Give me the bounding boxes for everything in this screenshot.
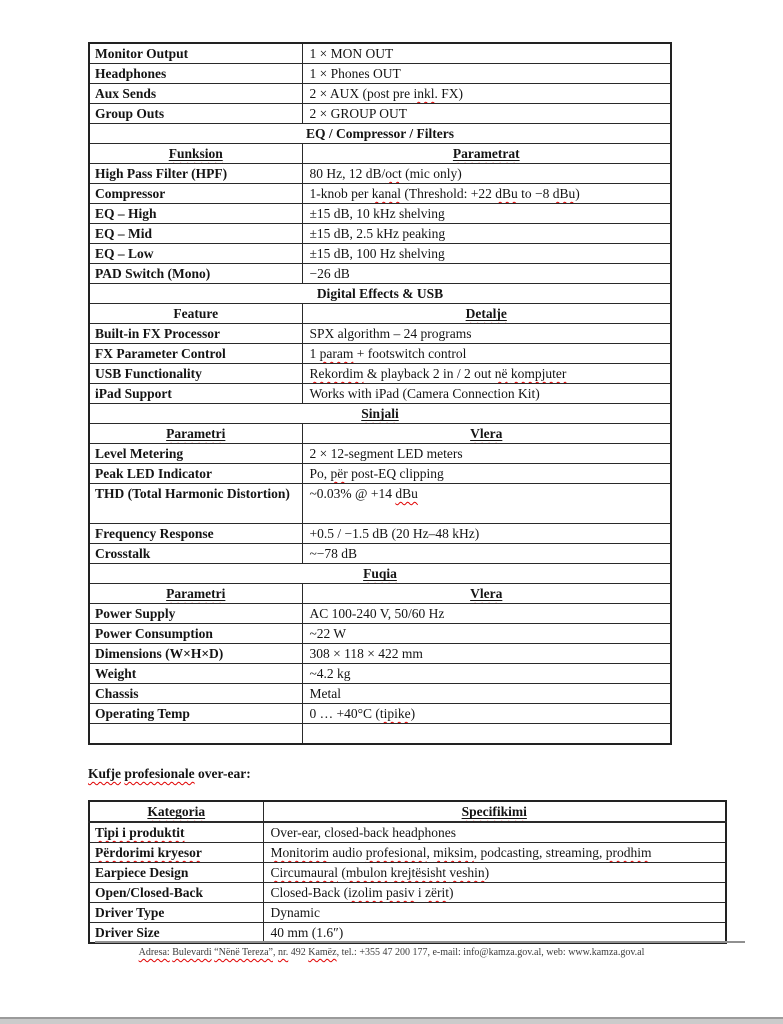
table-row bbox=[89, 464, 671, 484]
misspelled-word: Tipi i produktit bbox=[95, 825, 185, 840]
table-row bbox=[89, 84, 671, 104]
misspelled-word: profesionale bbox=[124, 766, 195, 781]
text-run: , bbox=[272, 947, 278, 958]
row-value bbox=[302, 164, 671, 184]
row-value: Dynamic bbox=[263, 903, 726, 923]
table-row bbox=[89, 822, 726, 843]
row-value bbox=[302, 484, 671, 524]
column-header-row bbox=[89, 801, 726, 822]
misspelled-word bbox=[470, 586, 502, 601]
row-label: iPad Support bbox=[89, 384, 302, 404]
table-row bbox=[89, 364, 671, 384]
misspelled-word: Parametrat bbox=[452, 146, 520, 161]
row-value: ±15 dB, 10 kHz shelving bbox=[302, 204, 671, 224]
footer-address bbox=[0, 946, 783, 959]
text-run: over-ear: bbox=[194, 766, 251, 781]
row-label: Headphones bbox=[89, 64, 302, 84]
table-row bbox=[89, 204, 671, 224]
row-label: Aux Sends bbox=[89, 84, 302, 104]
row-label: PAD Switch (Mono) bbox=[89, 264, 302, 284]
row-label: Power Supply bbox=[89, 604, 302, 624]
row-label: THD (Total Harmonic Distortion) bbox=[89, 484, 302, 524]
misspelled-word: mbulon bbox=[345, 865, 388, 880]
row-value bbox=[263, 843, 726, 863]
row-label: Driver Size bbox=[89, 923, 263, 944]
row-label: Level Metering bbox=[89, 444, 302, 464]
mixer-spec-table bbox=[88, 42, 672, 745]
misspelled-word bbox=[169, 146, 223, 161]
row-value: Over-ear, closed-back headphones bbox=[263, 822, 726, 843]
table-body bbox=[89, 801, 726, 943]
misspelled-word bbox=[453, 146, 520, 161]
row-label: EQ – High bbox=[89, 204, 302, 224]
misspelled-word: miksim bbox=[433, 845, 474, 860]
table-row bbox=[89, 664, 671, 684]
misspelled-word: Sinjali bbox=[361, 406, 399, 421]
table-row bbox=[89, 524, 671, 544]
section-header bbox=[89, 564, 671, 584]
row-value: ~−78 dB bbox=[302, 544, 671, 564]
column-header-label bbox=[89, 801, 263, 822]
table-row bbox=[89, 224, 671, 244]
table-row bbox=[89, 104, 671, 124]
column-header-row bbox=[89, 304, 671, 324]
text-run: , bbox=[426, 845, 434, 860]
text-run: Feature bbox=[173, 306, 219, 321]
misspelled-word: oct bbox=[385, 166, 402, 181]
misspelled-word: Funksion bbox=[168, 146, 223, 161]
misspelled-word: Specifikimi bbox=[461, 804, 527, 819]
row-value: −26 dB bbox=[302, 264, 671, 284]
section-row bbox=[89, 564, 671, 584]
misspelled-word: tipike bbox=[379, 706, 411, 721]
misspelled-word bbox=[147, 804, 205, 819]
row-value bbox=[302, 84, 671, 104]
row-value bbox=[302, 184, 671, 204]
misspelled-word bbox=[462, 804, 527, 819]
table-row bbox=[89, 384, 671, 404]
row-value bbox=[263, 883, 726, 903]
row-value: 1 × MON OUT bbox=[302, 43, 671, 64]
row-label: Operating Temp bbox=[89, 704, 302, 724]
misspelled-word bbox=[166, 426, 225, 441]
section-header: Digital Effects & USB bbox=[89, 284, 671, 304]
table-row bbox=[89, 164, 671, 184]
table-row bbox=[89, 444, 671, 464]
text-run: & playback 2 in / 2 out bbox=[363, 366, 495, 381]
row-label bbox=[89, 822, 263, 843]
table-row bbox=[89, 604, 671, 624]
text-run: ) bbox=[575, 186, 580, 201]
row-value bbox=[302, 364, 671, 384]
text-run: 2 × AUX (post pre bbox=[309, 86, 414, 101]
section-row bbox=[89, 284, 671, 304]
section-header bbox=[89, 404, 671, 424]
table-row bbox=[89, 624, 671, 644]
table-row bbox=[89, 863, 726, 883]
column-header-value bbox=[263, 801, 726, 822]
misspelled-word bbox=[361, 406, 399, 421]
table-row bbox=[89, 923, 726, 944]
column-header-value bbox=[302, 304, 671, 324]
text-run: post-EQ clipping bbox=[347, 466, 444, 481]
misspelled-word: “Nënë Tereza” bbox=[214, 947, 273, 958]
misspelled-word bbox=[466, 306, 507, 321]
text-run: ) bbox=[448, 885, 454, 900]
row-label bbox=[89, 843, 263, 863]
table-row bbox=[89, 883, 726, 903]
misspelled-word: kanal bbox=[371, 186, 401, 201]
row-value: 1 × Phones OUT bbox=[302, 64, 671, 84]
row-label: USB Functionality bbox=[89, 364, 302, 384]
column-header-row bbox=[89, 584, 671, 604]
row-label: Dimensions (W×H×D) bbox=[89, 644, 302, 664]
misspelled-word: Kufje bbox=[88, 766, 121, 781]
text-run: 1 bbox=[309, 346, 320, 361]
headphones-section-heading bbox=[88, 766, 251, 782]
page-bottom-edge bbox=[0, 1017, 783, 1024]
table-row bbox=[89, 484, 671, 524]
row-label: Compressor bbox=[89, 184, 302, 204]
empty-cell bbox=[89, 724, 302, 744]
text-run: Po, bbox=[309, 466, 331, 481]
row-label: EQ – Mid bbox=[89, 224, 302, 244]
row-label: High Pass Filter (HPF) bbox=[89, 164, 302, 184]
misspelled-word: nr. bbox=[277, 947, 289, 958]
table-row bbox=[89, 244, 671, 264]
misspelled-word: dBu bbox=[395, 486, 418, 501]
text-run: audio bbox=[329, 845, 366, 860]
column-header-row bbox=[89, 424, 671, 444]
row-label: Built-in FX Processor bbox=[89, 324, 302, 344]
row-label: Group Outs bbox=[89, 104, 302, 124]
text-run: ) bbox=[484, 865, 490, 880]
row-value: 2 × 12-segment LED meters bbox=[302, 444, 671, 464]
table-row bbox=[89, 64, 671, 84]
misspelled-word: Parametri bbox=[166, 426, 226, 441]
row-label: Open/Closed-Back bbox=[89, 883, 263, 903]
text-run: , podcasting, streaming, bbox=[473, 845, 606, 860]
misspelled-word: krejtësisht bbox=[390, 865, 446, 880]
table-row bbox=[89, 184, 671, 204]
misspelled-word: Kamëz bbox=[308, 947, 337, 958]
text-run: ) bbox=[410, 706, 416, 721]
row-value: ±15 dB, 2.5 kHz peaking bbox=[302, 224, 671, 244]
misspelled-word: Rekordim bbox=[309, 366, 364, 381]
table-row bbox=[89, 544, 671, 564]
table-row bbox=[89, 43, 671, 64]
misspelled-word: dBu bbox=[552, 186, 576, 201]
misspelled-word: veshin bbox=[449, 865, 485, 880]
row-value: AC 100-240 V, 50/60 Hz bbox=[302, 604, 671, 624]
misspelled-word: Vlera bbox=[470, 426, 503, 441]
row-value: ~4.2 kg bbox=[302, 664, 671, 684]
table-row bbox=[89, 264, 671, 284]
misspelled-word: Fuqia bbox=[363, 566, 397, 581]
misspelled-word bbox=[363, 566, 397, 581]
row-value: 40 mm (1.6″) bbox=[263, 923, 726, 944]
table-row bbox=[89, 684, 671, 704]
row-label: Monitor Output bbox=[89, 43, 302, 64]
text-run: 492 bbox=[288, 947, 309, 958]
row-label: Crosstalk bbox=[89, 544, 302, 564]
row-value bbox=[263, 863, 726, 883]
row-label: Weight bbox=[89, 664, 302, 684]
column-header-label bbox=[89, 304, 302, 324]
footer-divider bbox=[95, 941, 745, 943]
row-label: Driver Type bbox=[89, 903, 263, 923]
row-value bbox=[302, 344, 671, 364]
misspelled-word: në bbox=[494, 366, 508, 381]
table-row bbox=[89, 903, 726, 923]
row-value: +0.5 / −1.5 dB (20 Hz–48 kHz) bbox=[302, 524, 671, 544]
misspelled-word: Adresa: bbox=[138, 947, 170, 958]
row-label: FX Parameter Control bbox=[89, 344, 302, 364]
misspelled-word: izolim bbox=[348, 885, 383, 900]
column-header-value bbox=[302, 424, 671, 444]
row-value: ±15 dB, 100 Hz shelving bbox=[302, 244, 671, 264]
row-value: SPX algorithm – 24 programs bbox=[302, 324, 671, 344]
misspelled-word: inkl. bbox=[413, 86, 438, 101]
column-header-value bbox=[302, 144, 671, 164]
misspelled-word: dBu bbox=[495, 186, 518, 201]
column-header-label bbox=[89, 424, 302, 444]
section-row bbox=[89, 124, 671, 144]
text-run: (Threshold: +22 bbox=[400, 186, 496, 201]
misspelled-word: Monitorim bbox=[270, 845, 330, 860]
text-run: + footswitch control bbox=[353, 346, 467, 361]
text-run: FX) bbox=[437, 86, 464, 101]
misspelled-word: për bbox=[330, 466, 348, 481]
misspelled-word: zërit bbox=[425, 885, 449, 900]
row-label: Earpiece Design bbox=[89, 863, 263, 883]
row-value: ~22 W bbox=[302, 624, 671, 644]
misspelled-word: prodhim bbox=[605, 845, 652, 860]
row-label: Chassis bbox=[89, 684, 302, 704]
text-run: 0 … +40°C ( bbox=[309, 706, 380, 721]
table-row bbox=[89, 843, 726, 863]
misspelled-word: pasiv bbox=[385, 885, 415, 900]
row-label: Power Consumption bbox=[89, 624, 302, 644]
table-row bbox=[89, 644, 671, 664]
empty-row bbox=[89, 724, 671, 744]
table-row bbox=[89, 704, 671, 724]
misspelled-word: Vlera bbox=[470, 586, 503, 601]
column-header-label bbox=[89, 584, 302, 604]
misspelled-word bbox=[470, 426, 502, 441]
text-run: to −8 bbox=[517, 186, 553, 201]
text-run: , tel.: +355 47 200 177, e-mail: info@kamza.gov.al, web: www.kamza.gov.al bbox=[336, 947, 645, 958]
misspelled-word: kompjuter bbox=[510, 366, 567, 381]
section-header: EQ / Compressor / Filters bbox=[89, 124, 671, 144]
misspelled-word: Kategoria bbox=[147, 804, 206, 819]
table-body bbox=[89, 43, 671, 744]
row-label: Frequency Response bbox=[89, 524, 302, 544]
column-header-row bbox=[89, 144, 671, 164]
headphones-spec-table bbox=[88, 800, 727, 944]
column-header-value bbox=[302, 584, 671, 604]
text-run: 80 Hz, 12 dB/ bbox=[309, 166, 386, 181]
row-value: 2 × GROUP OUT bbox=[302, 104, 671, 124]
text-run: ( bbox=[337, 865, 346, 880]
column-header-label bbox=[89, 144, 302, 164]
empty-cell bbox=[302, 724, 671, 744]
misspelled-word: param bbox=[319, 346, 354, 361]
misspelled-word: Detalje bbox=[465, 306, 507, 321]
text-run: 1-knob per bbox=[309, 186, 372, 201]
row-value bbox=[302, 704, 671, 724]
text-run: (mic only) bbox=[401, 166, 462, 181]
misspelled-word: Përdorimi kryesor bbox=[95, 845, 202, 860]
misspelled-word: Circumaural bbox=[270, 865, 338, 880]
section-row bbox=[89, 404, 671, 424]
text-run: ~0.03% @ +14 bbox=[309, 486, 396, 501]
row-value: Works with iPad (Camera Connection Kit) bbox=[302, 384, 671, 404]
misspelled-word: Parametri bbox=[166, 586, 226, 601]
row-value: Metal bbox=[302, 684, 671, 704]
text-run: i bbox=[414, 885, 425, 900]
row-value bbox=[302, 464, 671, 484]
misspelled-word: Bulevardi bbox=[172, 947, 212, 958]
misspelled-word bbox=[166, 586, 225, 601]
row-label: EQ – Low bbox=[89, 244, 302, 264]
misspelled-word: profesional bbox=[365, 845, 427, 860]
row-value: 308 × 118 × 422 mm bbox=[302, 644, 671, 664]
row-label: Peak LED Indicator bbox=[89, 464, 302, 484]
table-row bbox=[89, 344, 671, 364]
table-row bbox=[89, 324, 671, 344]
text-run: Closed-Back ( bbox=[270, 885, 349, 900]
